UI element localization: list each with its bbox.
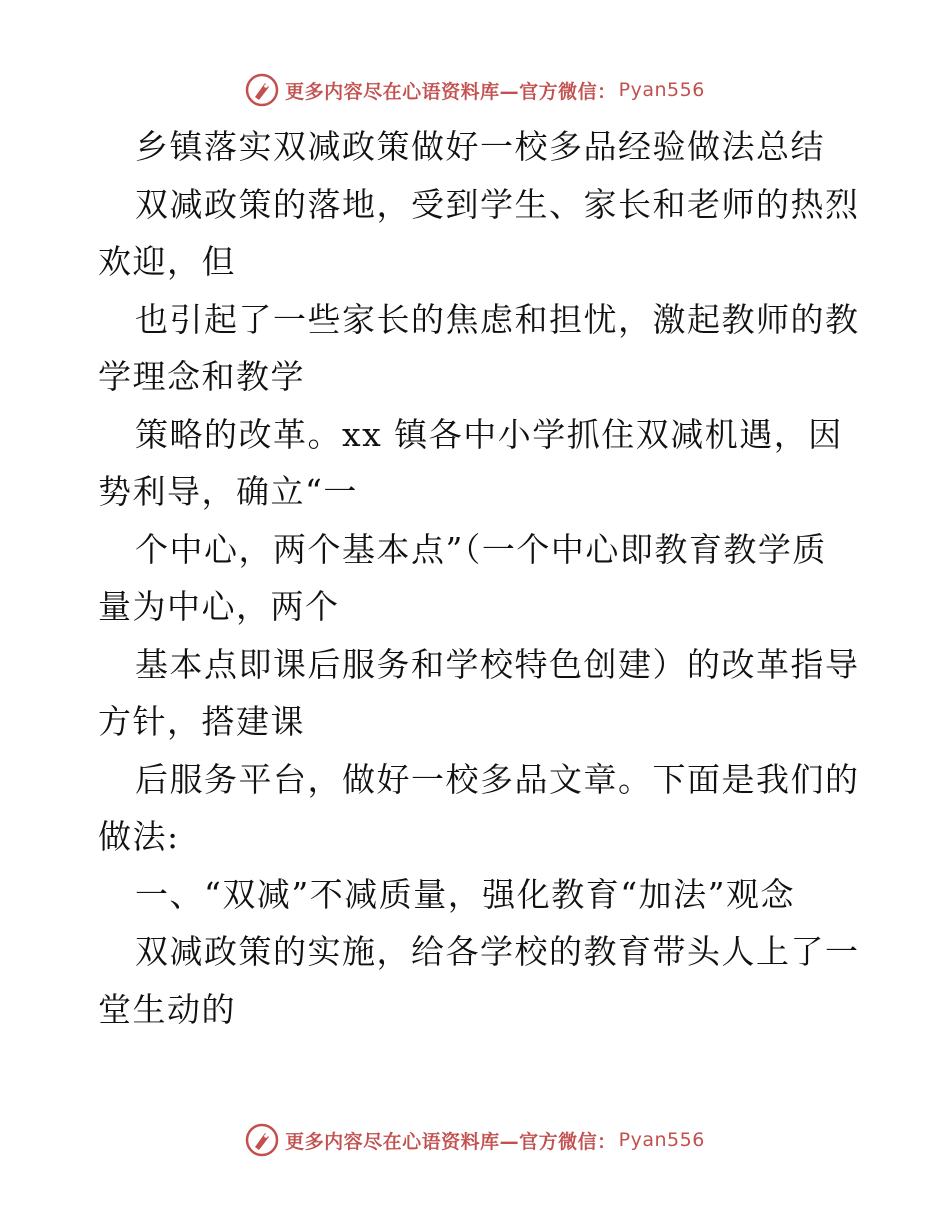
paragraph-line: 堂生动的 bbox=[98, 989, 236, 1029]
footer-watermark bbox=[0, 1120, 950, 1160]
paragraph-line: 策略的改革。xx 镇各中小学抓住双减机遇，因 bbox=[135, 414, 843, 454]
paragraph-line: 欢迎，但 bbox=[98, 242, 236, 281]
paragraph-line: 双减政策的落地，受到学生、家长和老师的热烈 bbox=[135, 184, 860, 224]
pen-nib-icon bbox=[245, 1123, 279, 1157]
watermark-text: 更多内容尽在心语资料库—官方微信： bbox=[285, 1130, 617, 1153]
doc-title: 乡镇落实双减政策做好一校多品经验做法总结 bbox=[135, 127, 825, 166]
section-heading: 一、“双减”不减质量，强化教育“加法”观念 bbox=[135, 874, 795, 914]
paragraph-line: 基本点即课后服务和学校特色创建）的改革指导 bbox=[135, 644, 860, 684]
watermark-account: Pyan556 bbox=[618, 1129, 705, 1151]
paragraph-line: 后服务平台，做好一校多品文章。下面是我们的 bbox=[135, 759, 860, 799]
paragraph-line: 势利导，确立“一 bbox=[98, 472, 358, 511]
watermark-account: Pyan556 bbox=[618, 79, 705, 101]
watermark-text: 更多内容尽在心语资料库—官方微信： bbox=[285, 80, 617, 103]
paragraph-line: 双减政策的实施，给各学校的教育带头人上了一 bbox=[135, 932, 860, 971]
paragraph-line: 做法: bbox=[98, 817, 180, 856]
document-body bbox=[98, 124, 858, 1044]
paragraph-line: 量为中心，两个 bbox=[98, 587, 340, 626]
paragraph-line: 个中心，两个基本点”（一个中心即教育教学质 bbox=[135, 529, 827, 569]
paragraph-line: 学理念和教学 bbox=[98, 357, 305, 396]
paragraph-line: 也引起了一些家长的焦虑和担忧，激起教师的教 bbox=[135, 299, 860, 339]
paragraph-line: 方针，搭建课 bbox=[98, 702, 305, 741]
header-watermark bbox=[0, 70, 950, 110]
pen-nib-icon bbox=[245, 73, 279, 107]
